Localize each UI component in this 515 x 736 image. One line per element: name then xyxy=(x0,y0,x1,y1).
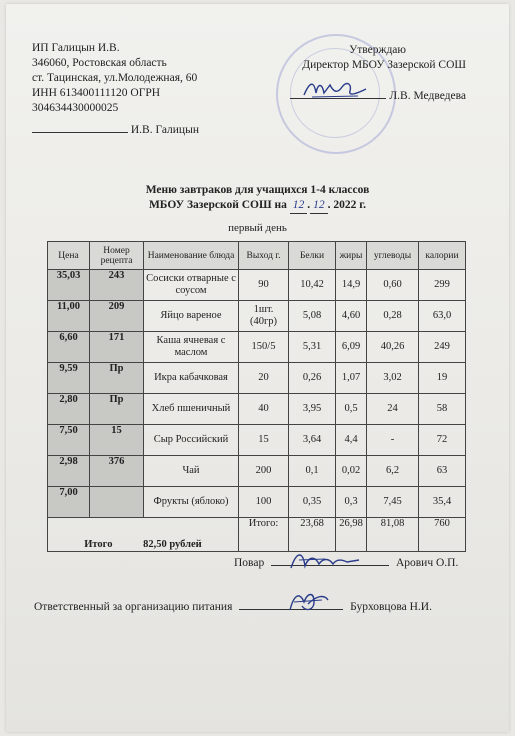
kcal-cell: 35,4 xyxy=(419,487,466,518)
total-kcal: 760 xyxy=(419,518,466,552)
carbs-cell: 24 xyxy=(367,394,419,425)
table-row xyxy=(48,363,466,394)
total-sum: 82,50 рублей xyxy=(143,539,202,550)
fat-cell: 6,09 xyxy=(336,332,367,363)
total-row xyxy=(48,518,466,552)
title-prefix: МБОУ Зазерской СОШ на xyxy=(148,199,287,211)
carbs-cell: 0,28 xyxy=(367,301,419,332)
cook-name: Арович О.П. xyxy=(395,557,459,569)
dish-cell: Икра кабачковая xyxy=(144,363,239,394)
kcal-cell: 19 xyxy=(419,363,466,394)
kcal-cell: 72 xyxy=(419,425,466,456)
header-kcal: калории xyxy=(419,242,466,270)
recipe-cell: 171 xyxy=(90,332,144,363)
protein-cell: 0,26 xyxy=(289,363,336,394)
yield-cell: 40 xyxy=(239,394,289,425)
yield-cell: 15 xyxy=(239,425,289,456)
total-carbs: 81,08 xyxy=(367,518,419,552)
yield-cell: 90 xyxy=(239,270,289,301)
director-signature xyxy=(300,77,370,103)
table-row xyxy=(48,487,466,518)
dish-cell: Сыр Российский xyxy=(144,425,239,456)
price-cell: 6,60 xyxy=(48,332,90,363)
signature-line xyxy=(32,132,128,133)
yield-cell: 200 xyxy=(239,456,289,487)
carbs-cell: 3,02 xyxy=(367,363,419,394)
header-yield: Выход г. xyxy=(239,242,289,270)
date-month: 12 xyxy=(310,198,328,214)
carbs-cell: 6,2 xyxy=(367,456,419,487)
fat-cell: 14,9 xyxy=(336,270,367,301)
carbs-cell: - xyxy=(367,425,419,456)
supplier-name: ИП Галицын И.В. xyxy=(32,42,120,54)
supplier-address-1: 346060, Ростовская область xyxy=(32,57,167,69)
protein-cell: 10,42 xyxy=(289,270,336,301)
recipe-cell: Пр xyxy=(90,363,144,394)
price-cell: 9,59 xyxy=(48,363,90,394)
supplier-block xyxy=(32,41,199,138)
protein-cell: 0,1 xyxy=(289,456,336,487)
director-signer: Л.В. Медведева xyxy=(389,90,466,102)
header-recipe: Номер рецепта xyxy=(90,242,144,270)
menu-title-line1: Меню завтраков для учащихся 1-4 классов xyxy=(145,184,370,196)
dish-cell: Каша ячневая с маслом xyxy=(144,332,239,363)
yield-cell: 150/5 xyxy=(239,332,289,363)
header-fat: жиры xyxy=(336,242,367,270)
dish-cell: Фрукты (яблоко) xyxy=(144,487,239,518)
total-label: Итого xyxy=(84,539,113,550)
dish-cell: Сосиски отварные с соусом xyxy=(144,270,239,301)
supplier-signature-row xyxy=(32,123,199,138)
protein-cell: 0,35 xyxy=(289,487,336,518)
recipe-cell: 209 xyxy=(90,301,144,332)
title-suffix: 2022 г. xyxy=(333,199,367,211)
responsible-signature-row xyxy=(34,601,432,613)
dish-cell: Чай xyxy=(144,456,239,487)
menu-title-line2: МБОУ Зазерской СОШ на 12 . 12 . 2022 г. xyxy=(0,198,515,214)
table-row xyxy=(48,332,466,363)
table-row xyxy=(48,425,466,456)
supplier-address-2: ст. Тацинская, ул.Молодежная, 60 xyxy=(32,72,198,84)
total-protein: 23,68 xyxy=(289,518,336,552)
fat-cell: 0,02 xyxy=(336,456,367,487)
total-fat: 26,98 xyxy=(336,518,367,552)
fat-cell: 0,3 xyxy=(336,487,367,518)
dish-cell: Хлеб пшеничный xyxy=(144,394,239,425)
supplier-signer: И.В. Галицын xyxy=(130,124,199,136)
cook-role: Повар xyxy=(234,557,265,569)
supplier-ogrn: 304634430000025 xyxy=(32,102,119,114)
fat-cell: 4,4 xyxy=(336,425,367,456)
menu-table xyxy=(47,241,466,552)
carbs-cell: 0,60 xyxy=(367,270,419,301)
carbs-cell: 7,45 xyxy=(367,487,419,518)
supplier-inn: ИНН 613400111120 ОГРН xyxy=(32,87,161,99)
table-row xyxy=(48,301,466,332)
recipe-cell: 15 xyxy=(90,425,144,456)
protein-cell: 3,95 xyxy=(289,394,336,425)
fat-cell: 0,5 xyxy=(336,394,367,425)
protein-cell: 5,08 xyxy=(289,301,336,332)
recipe-cell: Пр xyxy=(90,394,144,425)
price-cell: 2,80 xyxy=(48,394,90,425)
header-protein: Белки xyxy=(289,242,336,270)
table-header-row xyxy=(48,242,466,270)
recipe-cell: 243 xyxy=(90,270,144,301)
table-row xyxy=(48,270,466,301)
price-cell: 35,03 xyxy=(48,270,90,301)
day-label: первый день xyxy=(228,222,287,234)
kcal-cell: 249 xyxy=(419,332,466,363)
price-cell: 7,00 xyxy=(48,487,90,518)
price-cell: 11,00 xyxy=(48,301,90,332)
header-carbs: углеводы xyxy=(367,242,419,270)
yield-cell: 100 xyxy=(239,487,289,518)
approve-label: Утверждаю xyxy=(349,44,406,56)
table-row xyxy=(48,456,466,487)
price-cell: 2,98 xyxy=(48,456,90,487)
header-price: Цена xyxy=(48,242,90,270)
carbs-cell: 40,26 xyxy=(367,332,419,363)
protein-cell: 5,31 xyxy=(289,332,336,363)
recipe-cell xyxy=(90,487,144,518)
header-dish: Наименование блюда xyxy=(144,242,239,270)
date-day: 12 xyxy=(290,198,308,214)
cook-signature xyxy=(285,548,365,574)
price-cell: 7,50 xyxy=(48,425,90,456)
total-itogo: Итого: xyxy=(239,518,289,552)
fat-cell: 1,07 xyxy=(336,363,367,394)
kcal-cell: 299 xyxy=(419,270,466,301)
dish-cell: Яйцо вареное xyxy=(144,301,239,332)
fat-cell: 4,60 xyxy=(336,301,367,332)
responsible-signature xyxy=(284,588,334,618)
kcal-cell: 63,0 xyxy=(419,301,466,332)
yield-cell: 20 xyxy=(239,363,289,394)
table-row xyxy=(48,394,466,425)
kcal-cell: 63 xyxy=(419,456,466,487)
responsible-role: Ответственный за организацию питания xyxy=(34,601,233,613)
recipe-cell: 376 xyxy=(90,456,144,487)
kcal-cell: 58 xyxy=(419,394,466,425)
total-label-cell xyxy=(48,518,239,552)
protein-cell: 3,64 xyxy=(289,425,336,456)
responsible-name: Бурховцова Н.И. xyxy=(350,601,432,613)
director-position: Директор МБОУ Зазерской СОШ xyxy=(302,59,466,71)
yield-cell: 1шт.(40гр) xyxy=(239,301,289,332)
